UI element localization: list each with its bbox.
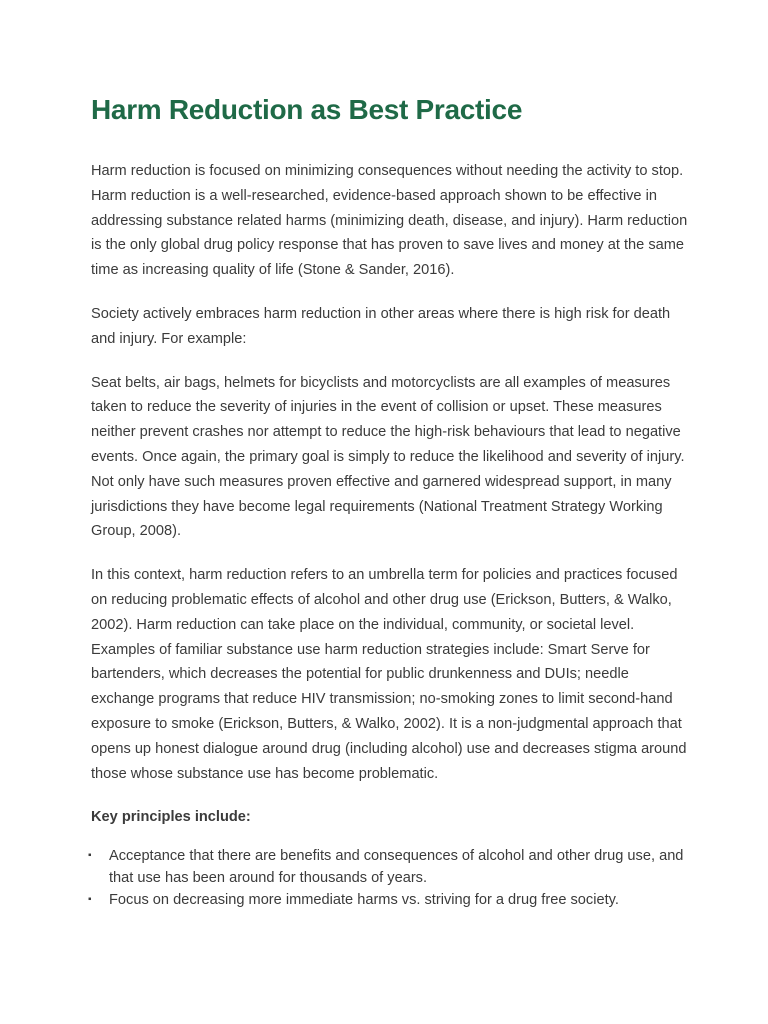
document-page <box>88 90 691 911</box>
page-title: Harm Reduction as Best Practice <box>91 94 523 125</box>
principles-heading: Key principles include: <box>91 809 251 826</box>
list-item-text: Acceptance that there are benefits and consequences of alcohol and other drug use, and that use has been around for thousands of years. <box>109 848 684 887</box>
paragraph-examples: Seat belts, air bags, helmets for bicyclists and motorcyclists are all examples of measures taken to reduce the severity of injuries in the event of collision or upset. These measures neither prevent crashes nor attempt to reduce the high-risk behaviours that lead to negative events. Once again, the primary goal is simply to reduce the likelihood and severity of injury. Not only have such measures proven effective and garnered widespread support, in many jurisdictions they have become legal requirements (National Treatment Strategy Working Group, 2008). <box>91 374 685 540</box>
list-item-text: Focus on decreasing more immediate harms vs. striving for a drug free society. <box>109 892 619 909</box>
bullet-icon: ▪ <box>88 894 92 906</box>
paragraph-intro: Harm reduction is focused on minimizing consequences without needing the activity to stop. Harm reduction is a well-researched, evidence-based approach shown to be effective in addressing substance related harms (minimizing death, disease, and injury). Harm reduction is the only global drug policy response that has proven to save lives and money at the same time as increasing quality of life (Stone & Sander, 2016). <box>91 163 688 279</box>
paragraph-society: Society actively embraces harm reduction in other areas where there is high risk for death and injury. For example: <box>91 305 671 347</box>
list-item <box>88 889 691 911</box>
principles-list <box>88 845 691 911</box>
bullet-icon: ▪ <box>88 850 92 862</box>
paragraph-context: In this context, harm reduction refers to an umbrella term for policies and practices focused on reducing problematic effects of alcohol and other drug use (Erickson, Butters, & Walko, 2002). Harm reduction can take place on the individual, community, or societal level. Examples of familiar substance use harm reduction strategies include: Smart Serve for bartenders, which decreases the potential for public drunkenness and DUIs; needle exchange programs that reduce HIV transmission; no-smoking zones to limit second-hand exposure to smoke (Erickson, Butters, & Walko, 2002). It is a non-judgmental approach that opens up honest dialogue around drug (including alcohol) use and decreases stigma around those whose substance use has become problematic. <box>91 567 687 782</box>
list-item <box>88 845 691 889</box>
